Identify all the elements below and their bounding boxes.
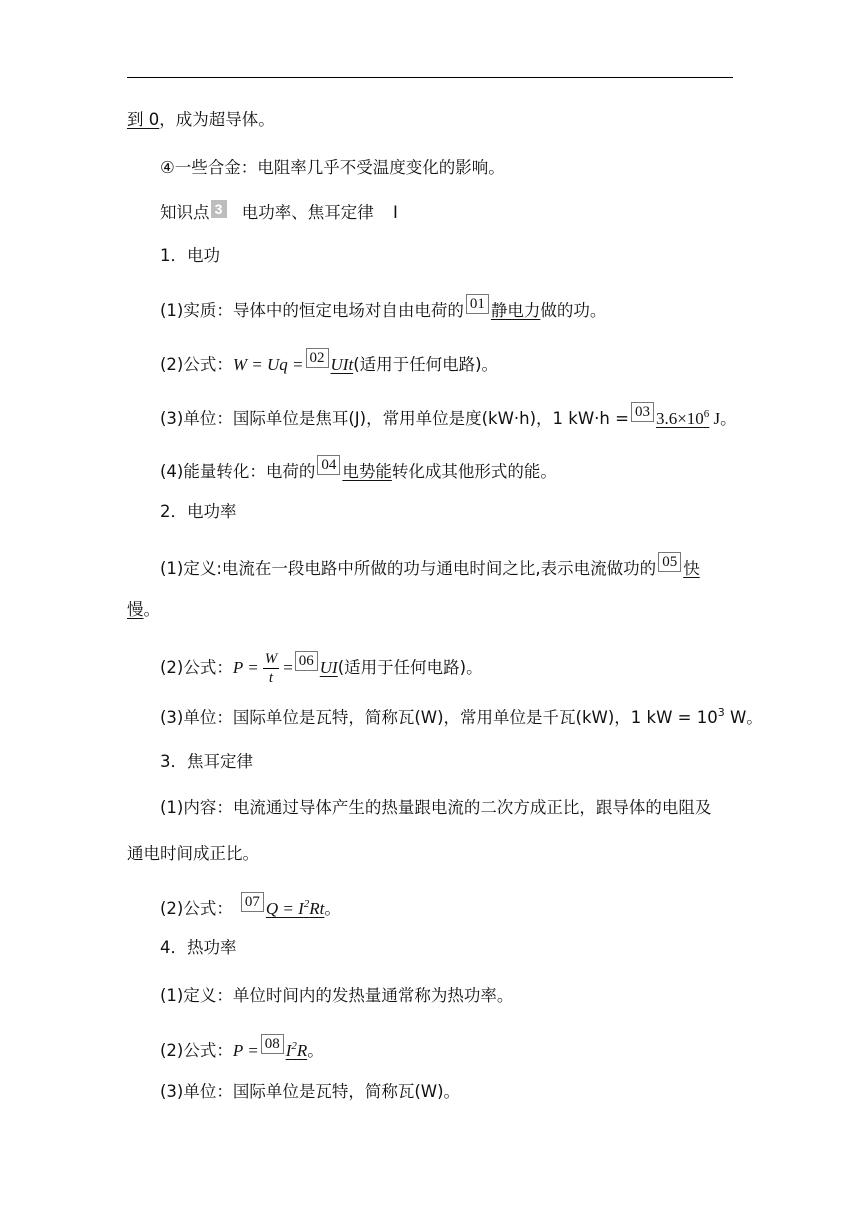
text-segment: (3)单位：国际单位是焦耳(J)，常用单位是度(kW·h)，1 kW·h =	[160, 409, 629, 428]
text-segment: (适用于任何电路)。	[337, 658, 483, 677]
text-line	[160, 892, 341, 921]
answer-text	[266, 899, 325, 918]
blank-number-box: 04	[317, 455, 340, 475]
text-line: (1)定义：单位时间内的发热量通常称为热功率。	[160, 986, 514, 1005]
answer-text: 电势能	[342, 462, 392, 481]
section-number-badge: 3	[211, 200, 227, 218]
blank-number-box: 05	[658, 552, 681, 572]
answer-value: Q = I	[265, 899, 304, 918]
text-segment: (适用于任何电路)。	[353, 355, 499, 374]
text-segment: 做的功。	[540, 301, 607, 320]
blank-number-box: 08	[261, 1034, 284, 1054]
exponent: 6	[703, 408, 710, 420]
text-line: (3)单位：国际单位是瓦特，简称瓦(W)。	[160, 1082, 461, 1101]
exponent: 2	[303, 898, 310, 910]
answer-text: 慢	[127, 600, 144, 619]
answer-text: UI	[319, 658, 338, 677]
text-segment: 。	[143, 600, 160, 619]
answer-text: UIt	[330, 355, 354, 374]
answer-text	[656, 409, 709, 428]
fraction-denominator: t	[268, 670, 274, 686]
text-segment: (4)能量转化：电荷的	[160, 462, 316, 481]
text-line	[160, 706, 763, 730]
text-segment: 。	[720, 409, 737, 428]
text-segment: 转化成其他形式的能。	[391, 462, 557, 481]
text-segment: (2)公式：	[160, 355, 233, 374]
blank-number-box: 01	[466, 294, 489, 314]
answer-text: 到 0	[127, 110, 160, 129]
level-mark: Ⅰ	[393, 203, 398, 222]
text-segment: (3)单位：国际单位是瓦特，简称瓦(W)，常用单位是千瓦(kW)，1 kW = 10	[160, 708, 718, 727]
exponent: 3	[717, 706, 725, 719]
text-segment: 。	[307, 1041, 324, 1060]
text-segment: (1)定义:电流在一段电路中所做的功与通电时间之比,表示电流做功的	[160, 559, 657, 578]
answer-value: Rt	[309, 899, 325, 918]
equals-sign: =	[283, 658, 293, 677]
answer-text: 静电力	[490, 301, 541, 320]
subsection-heading: 4．热功率	[160, 938, 237, 957]
formula: P =	[232, 658, 259, 677]
text-line	[160, 455, 557, 484]
blank-number-box: 03	[631, 402, 654, 422]
subsection-heading: 3．焦耳定律	[160, 752, 253, 771]
text-line	[160, 348, 498, 377]
text-line: (1)内容：电流通过导体产生的热量跟电流的二次方成正比，跟导体的电阻及	[160, 798, 712, 817]
text-line: 通电时间成正比。	[127, 844, 259, 863]
text-segment: ，成为超导体。	[159, 110, 275, 129]
text-segment: (2)公式：	[160, 899, 233, 918]
text-segment: 。	[324, 899, 341, 918]
header-rule	[127, 77, 733, 78]
answer-text: 快	[683, 559, 700, 578]
answer-text	[286, 1041, 308, 1060]
section-title: 电功率、焦耳定律	[241, 203, 374, 222]
formula: P =	[232, 1041, 259, 1060]
text-line: ④一些合金：电阻率几乎不受温度变化的影响。	[160, 158, 505, 177]
text-segment: (1)实质：导体中的恒定电场对自由电荷的	[160, 301, 464, 320]
text-segment: (2)公式：	[160, 658, 233, 677]
subsection-heading: 2．电功率	[160, 502, 237, 521]
section-heading	[160, 200, 398, 225]
text-line	[127, 598, 160, 622]
blank-number-box: 06	[295, 651, 318, 671]
text-segment: (2)公式：	[160, 1041, 233, 1060]
text-line	[160, 650, 483, 687]
subsection-heading: 1．电功	[160, 246, 220, 265]
exponent: 2	[291, 1040, 297, 1052]
answer-value: 3.6×10	[655, 409, 704, 428]
blank-number-box: 07	[241, 892, 264, 912]
unit: J	[709, 409, 721, 428]
text-line	[160, 1034, 324, 1063]
fraction	[263, 650, 280, 687]
text-segment: W。	[724, 708, 763, 727]
text-line	[160, 552, 700, 581]
answer-value: I	[285, 1041, 292, 1060]
text-line	[160, 402, 737, 431]
text-line	[160, 294, 606, 323]
answer-value: R	[296, 1041, 308, 1060]
text-line	[127, 108, 275, 132]
formula: W = Uq =	[232, 355, 304, 374]
fraction-numerator: W	[264, 651, 278, 667]
blank-number-box: 02	[306, 348, 329, 368]
text-segment: 知识点	[160, 203, 210, 222]
